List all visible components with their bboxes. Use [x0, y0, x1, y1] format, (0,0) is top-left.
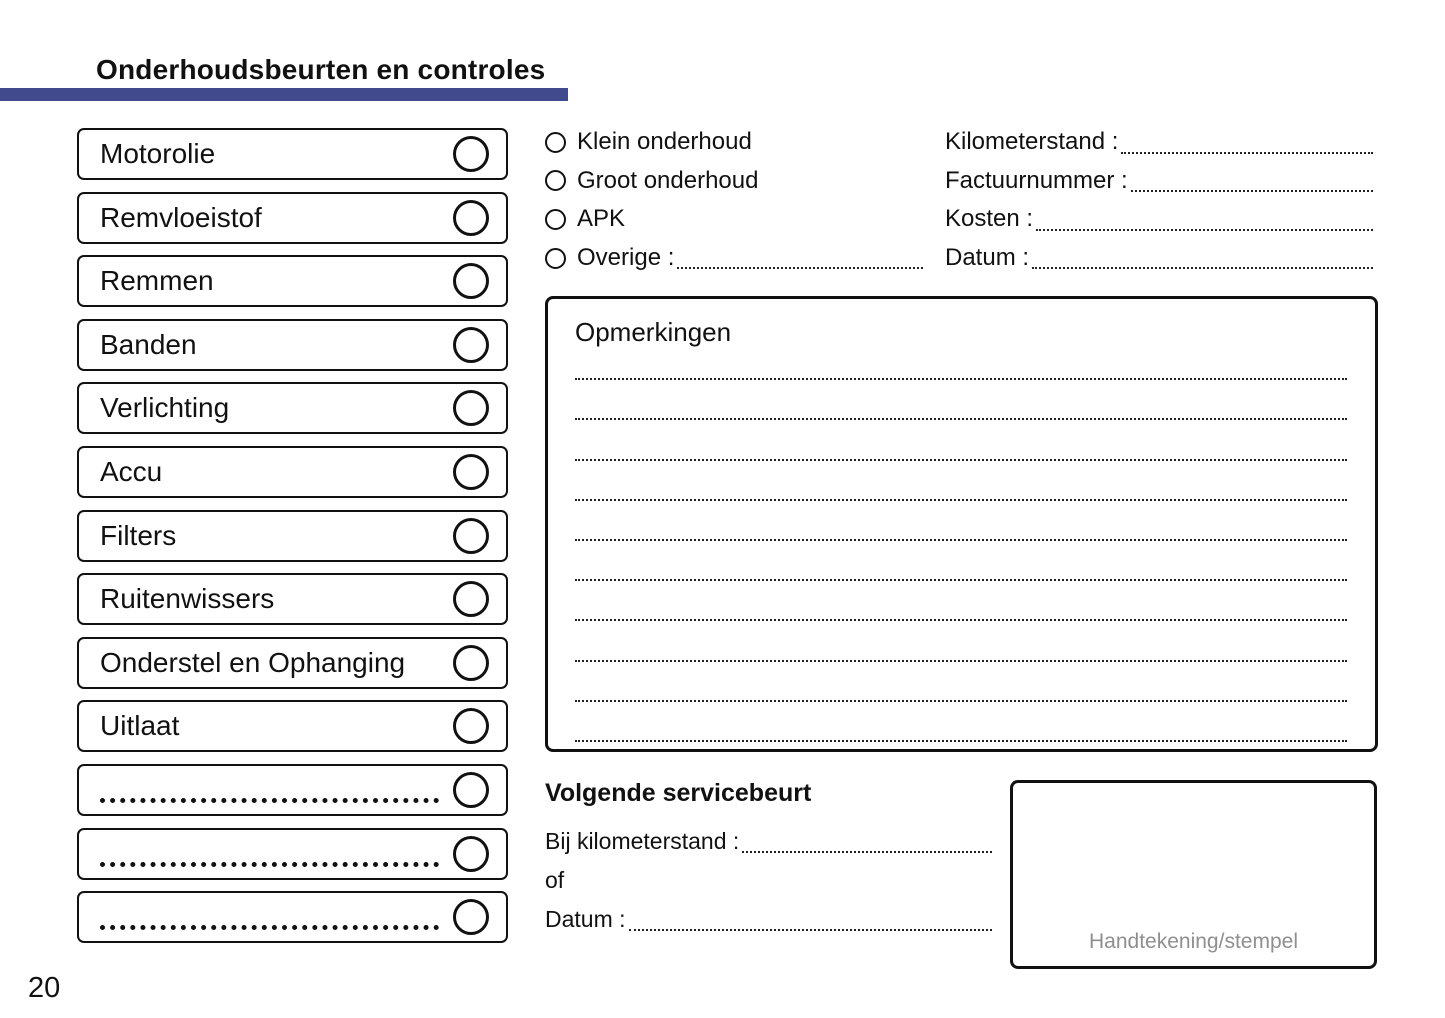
remarks-line[interactable]: [575, 380, 1347, 420]
checklist-row-motorolie: [77, 128, 508, 180]
checkbox-circle[interactable]: [453, 518, 489, 554]
checkbox-circle[interactable]: [453, 327, 489, 363]
next-service-title: Volgende servicebeurt: [545, 779, 812, 807]
fill-in-line[interactable]: [629, 929, 992, 931]
checklist-label: Banden: [100, 328, 197, 360]
page-title: Onderhoudsbeurten en controles: [96, 54, 546, 85]
service-type-options: [545, 123, 923, 277]
radio-row-groot-onderhoud: [545, 162, 923, 201]
fill-in-line[interactable]: [100, 925, 439, 930]
remarks-line[interactable]: [575, 461, 1347, 501]
fill-in-line[interactable]: [677, 267, 923, 269]
radio-label: Overige :: [577, 244, 675, 272]
checklist-row-accu: [77, 446, 508, 498]
checklist-label: Verlichting: [100, 392, 230, 424]
checklist-label: Ruitenwissers: [100, 583, 275, 615]
remarks-box: [545, 296, 1378, 752]
next-service-km-row: [545, 822, 992, 861]
fill-in-line[interactable]: [100, 862, 439, 867]
checkbox-circle[interactable]: [453, 772, 489, 808]
next-service-or-label: of: [545, 866, 565, 893]
field-label: Datum :: [945, 244, 1030, 272]
checkbox-circle[interactable]: [453, 200, 489, 236]
checklist-label: Uitlaat: [100, 710, 180, 742]
checklist-row-filters: [77, 510, 508, 562]
checklist-label: Filters: [100, 519, 177, 551]
checklist-row-blank-2: [77, 828, 508, 880]
field-label: Kilometerstand :: [945, 128, 1119, 156]
field-row-kilometerstand: [945, 123, 1373, 162]
checklist-label: Remmen: [100, 265, 214, 297]
radio-row-apk: [545, 200, 923, 239]
maintenance-checklist: [77, 128, 508, 955]
remarks-title: Opmerkingen: [575, 317, 732, 347]
checklist-row-remmen: [77, 255, 508, 307]
remarks-line[interactable]: [575, 501, 1347, 541]
checklist-label: Onderstel en Ophanging: [100, 646, 406, 678]
remarks-line[interactable]: [575, 541, 1347, 581]
radio-label: APK: [577, 205, 626, 233]
checkbox-circle[interactable]: [453, 263, 489, 299]
next-service-date-row: [545, 900, 992, 939]
remarks-line[interactable]: [575, 662, 1347, 702]
remarks-line[interactable]: [575, 581, 1347, 621]
radio-row-overige: [545, 239, 923, 278]
checklist-label: Accu: [100, 455, 163, 487]
title-accent-bar: [0, 88, 568, 101]
fill-in-line[interactable]: [742, 851, 992, 853]
next-service-or-row: [545, 861, 992, 900]
checklist-label: Remvloeistof: [100, 201, 262, 233]
radio-circle[interactable]: [545, 209, 566, 230]
field-row-factuurnummer: [945, 162, 1373, 201]
checkbox-circle[interactable]: [453, 708, 489, 744]
checkbox-circle[interactable]: [453, 136, 489, 172]
radio-circle[interactable]: [545, 248, 566, 269]
next-service-section: [545, 780, 992, 939]
remarks-lines: [575, 340, 1347, 742]
checklist-row-banden: [77, 319, 508, 371]
checklist-row-verlichting: [77, 382, 508, 434]
fill-in-line[interactable]: [100, 798, 439, 803]
fill-in-line[interactable]: [1121, 152, 1373, 154]
checkbox-circle[interactable]: [453, 836, 489, 872]
field-label: Factuurnummer :: [945, 166, 1128, 194]
field-label: Kosten :: [945, 205, 1034, 233]
checklist-row-uitlaat: [77, 700, 508, 752]
checklist-row-onderstel-en-ophanging: [77, 637, 508, 689]
checklist-row-remvloeistof: [77, 192, 508, 244]
checklist-row-blank-1: [77, 764, 508, 816]
field-row-kosten: [945, 200, 1373, 239]
radio-circle[interactable]: [545, 170, 566, 191]
radio-row-klein-onderhoud: [545, 123, 923, 162]
radio-label: Klein onderhoud: [577, 128, 752, 156]
checklist-label: Motorolie: [100, 138, 216, 169]
signature-box[interactable]: [1010, 780, 1377, 969]
checklist-row-blank-3: [77, 891, 508, 943]
signature-label: Handtekening/stempel: [1089, 930, 1298, 953]
radio-circle[interactable]: [545, 132, 566, 153]
page-number: 20: [28, 972, 61, 1004]
remarks-line[interactable]: [575, 420, 1347, 460]
checkbox-circle[interactable]: [453, 645, 489, 681]
field-row-datum: [945, 239, 1373, 278]
checkbox-circle[interactable]: [453, 581, 489, 617]
checkbox-circle[interactable]: [453, 899, 489, 935]
checkbox-circle[interactable]: [453, 454, 489, 490]
fill-in-line[interactable]: [1131, 190, 1373, 192]
remarks-line[interactable]: [575, 621, 1347, 661]
fill-in-line[interactable]: [1036, 229, 1373, 231]
next-service-km-label: Bij kilometerstand :: [545, 827, 740, 854]
remarks-line[interactable]: [575, 702, 1347, 742]
next-service-date-label: Datum :: [545, 905, 626, 932]
invoice-fields: [945, 123, 1373, 277]
fill-in-line[interactable]: [1032, 267, 1373, 269]
checkbox-circle[interactable]: [453, 390, 489, 426]
radio-label: Groot onderhoud: [577, 166, 759, 194]
remarks-line[interactable]: [575, 340, 1347, 380]
checklist-row-ruitenwissers: [77, 573, 508, 625]
